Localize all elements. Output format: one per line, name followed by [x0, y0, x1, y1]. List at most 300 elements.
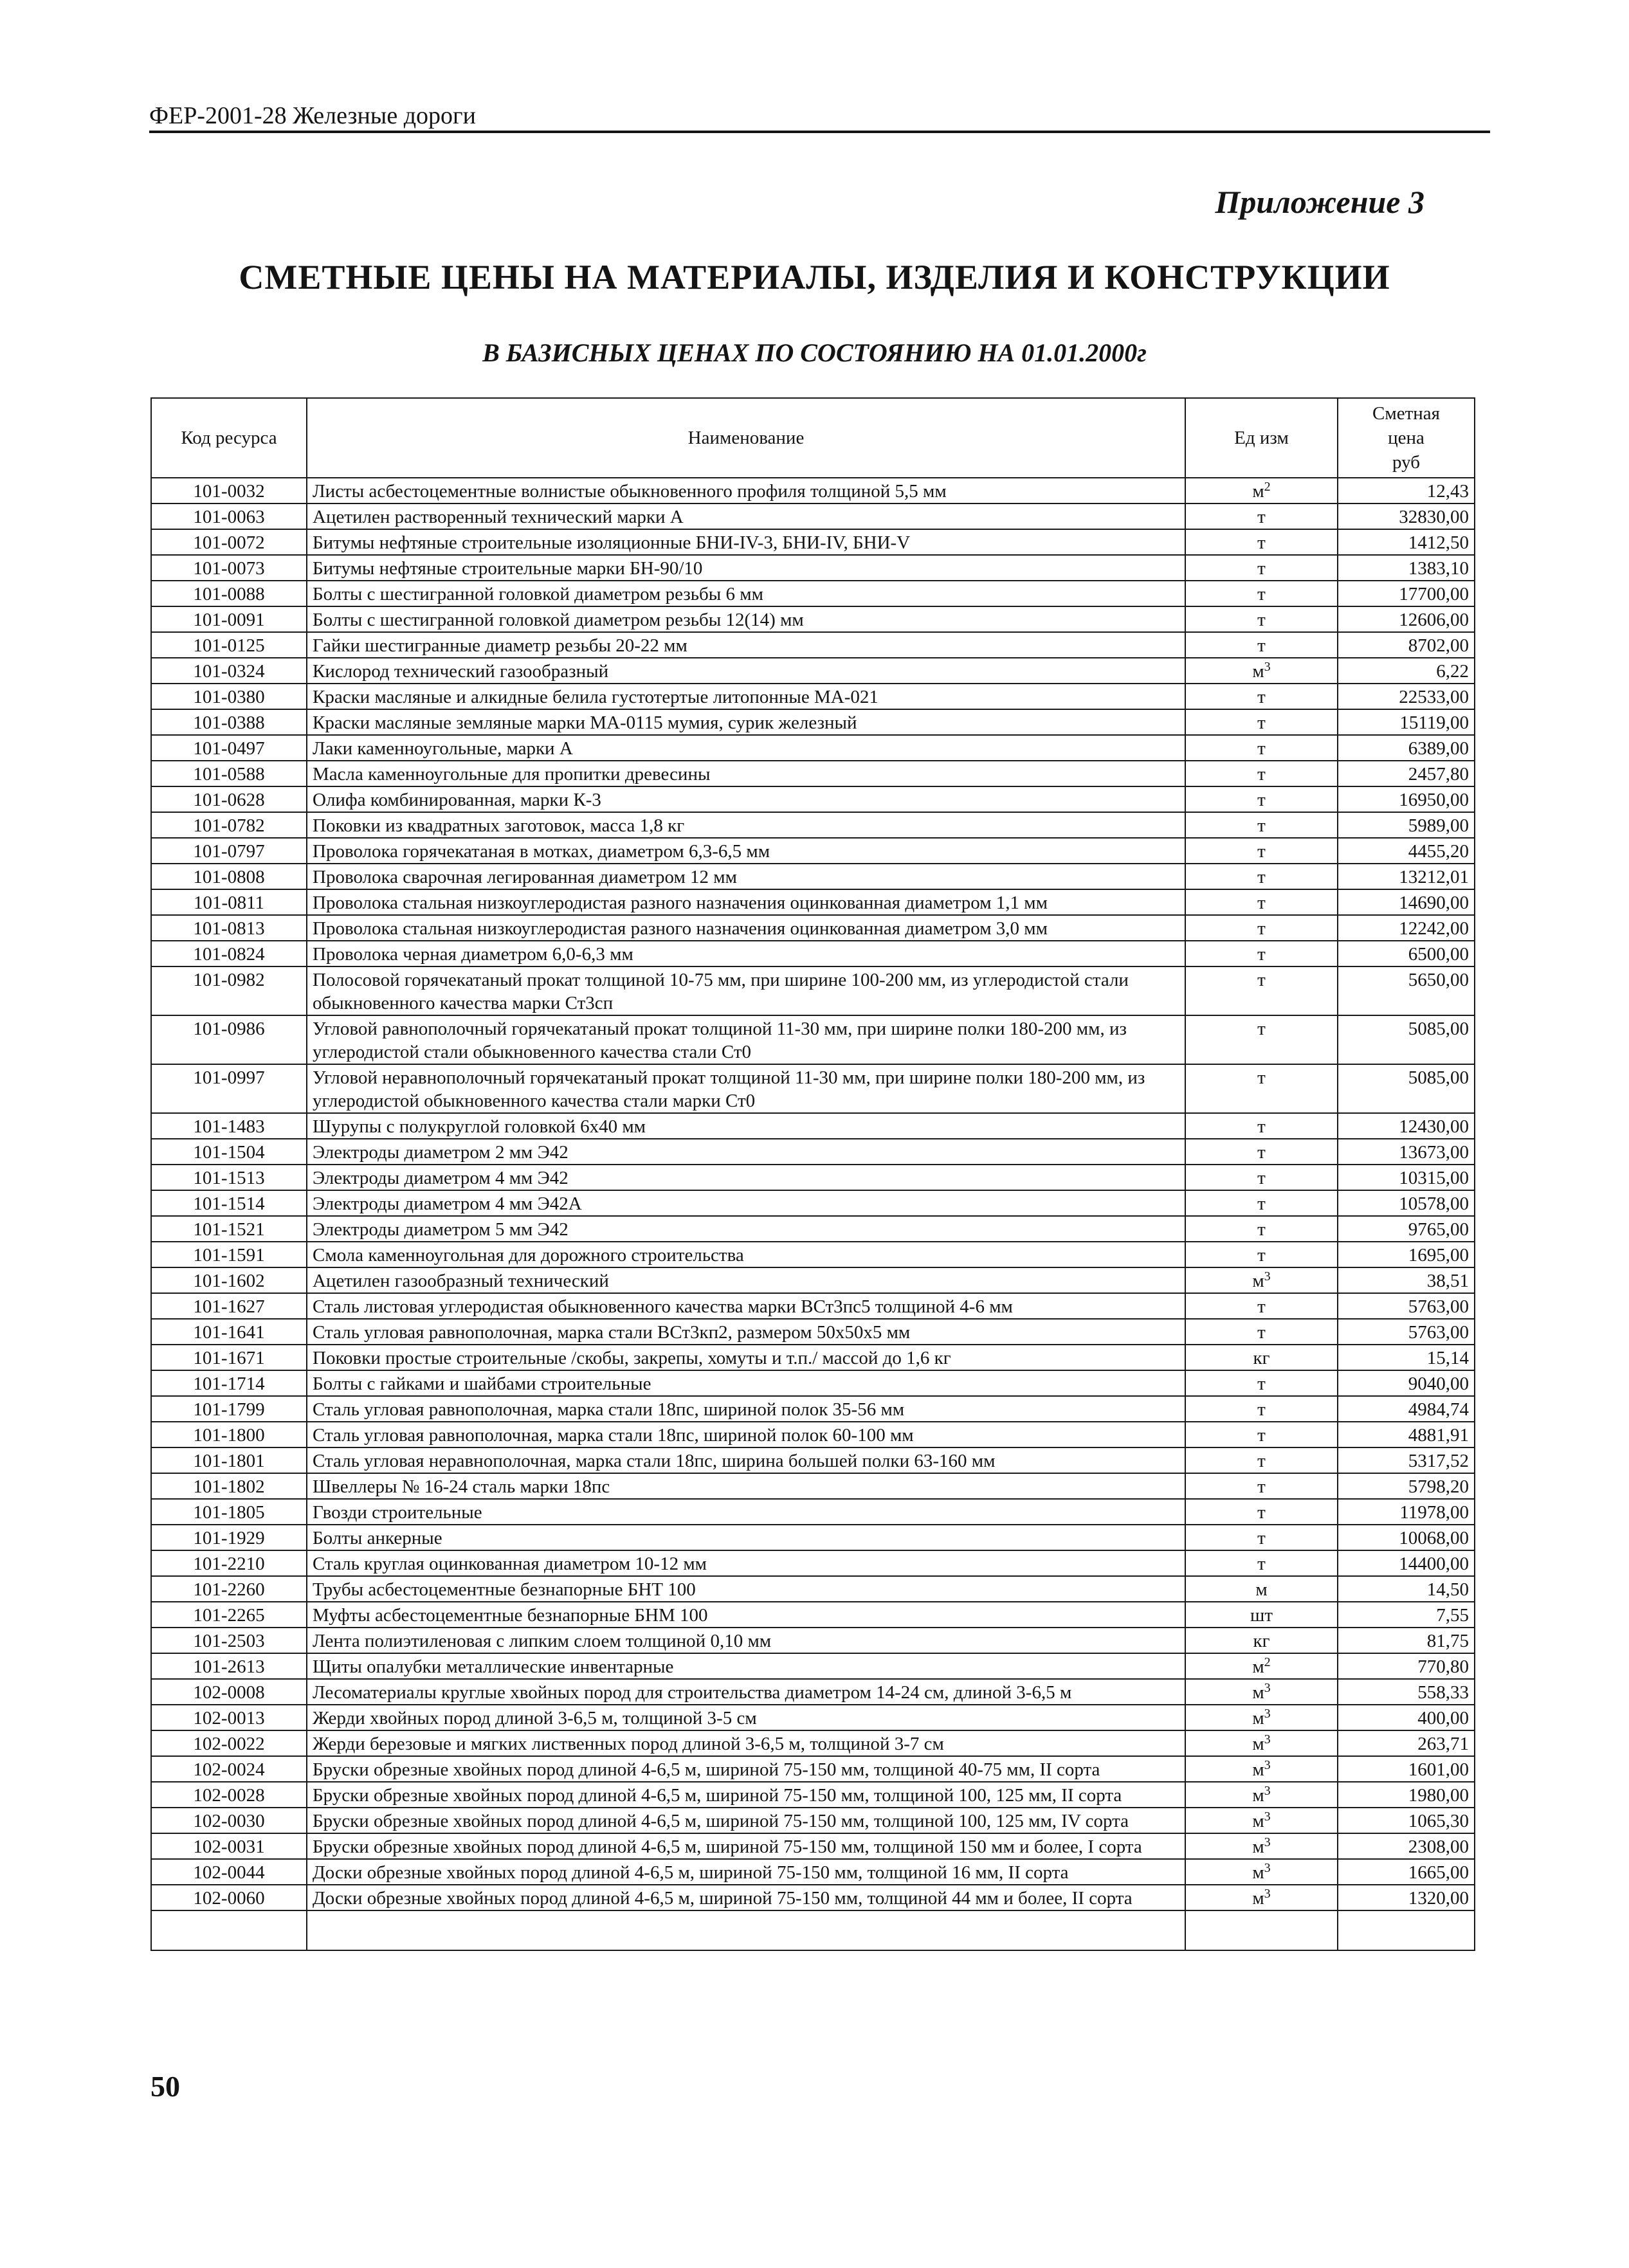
empty-cell	[151, 1910, 307, 1950]
price-cell-text: 6500,00	[1408, 944, 1469, 965]
unit-cell-text: т	[1257, 1019, 1266, 1039]
price-cell	[1338, 529, 1475, 555]
resource-code-cell	[151, 529, 307, 555]
resource-code-cell	[151, 1370, 307, 1396]
unit-cell-text: т	[1257, 790, 1266, 810]
item-name-cell	[307, 1064, 1185, 1113]
table-row	[151, 889, 1475, 915]
price-cell	[1338, 838, 1475, 864]
price-cell	[1338, 1705, 1475, 1730]
item-name-cell	[307, 1576, 1185, 1602]
unit-cell	[1185, 632, 1338, 658]
unit-cell-text: т	[1257, 1528, 1266, 1548]
price-cell-text: 10068,00	[1399, 1528, 1469, 1548]
price-cell-text: 13212,01	[1399, 867, 1469, 887]
price-cell	[1338, 864, 1475, 889]
item-name-cell-text: Болты с гайками и шайбами строительные	[313, 1374, 651, 1394]
item-name-cell-text: Проволока сварочная легированная диаметром 12 мм	[313, 867, 738, 887]
table-row	[151, 761, 1475, 786]
price-cell-text: 5085,00	[1408, 1067, 1469, 1088]
unit-cell	[1185, 1319, 1338, 1345]
column-header-name: Наименование	[307, 398, 1185, 478]
price-cell-text: 5763,00	[1408, 1322, 1469, 1343]
price-cell-text: 11978,00	[1399, 1502, 1469, 1523]
price-cell	[1338, 1113, 1475, 1139]
price-cell-text: 12606,00	[1399, 610, 1469, 630]
unit-cell-text: т	[1257, 1142, 1266, 1163]
price-cell-text: 4984,74	[1408, 1399, 1469, 1420]
unit-cell	[1185, 864, 1338, 889]
item-name-cell-text: Болты с шестигранной головкой диаметром резьбы 6 мм	[313, 584, 763, 604]
price-cell-text: 5763,00	[1408, 1296, 1469, 1317]
item-name-cell	[307, 1833, 1185, 1859]
unit-cell	[1185, 1550, 1338, 1576]
table-row	[151, 1267, 1475, 1293]
price-cell-text: 8702,00	[1408, 635, 1469, 656]
column-header-code: Код ресурса	[151, 398, 307, 478]
resource-code-cell	[151, 1293, 307, 1319]
empty-cell	[307, 1910, 1185, 1950]
table-row	[151, 529, 1475, 555]
resource-code-cell-text: 101-1801	[193, 1451, 265, 1471]
price-cell	[1338, 606, 1475, 632]
unit-cell-text: т	[1257, 970, 1266, 990]
item-name-cell-text: Кислород технический газообразный	[313, 661, 609, 682]
price-cell	[1338, 941, 1475, 966]
unit-exponent: 3	[1264, 1732, 1271, 1746]
item-name-cell	[307, 735, 1185, 761]
item-name-cell	[307, 1396, 1185, 1422]
resource-code-cell	[151, 581, 307, 606]
table-row	[151, 1113, 1475, 1139]
price-cell	[1338, 812, 1475, 838]
resource-code-cell	[151, 1550, 307, 1576]
table-row	[151, 1756, 1475, 1782]
table-row	[151, 735, 1475, 761]
unit-cell-text: м	[1252, 1271, 1264, 1291]
item-name-cell	[307, 503, 1185, 529]
price-cell	[1338, 658, 1475, 684]
table-row	[151, 1859, 1475, 1885]
unit-cell-text: т	[1257, 610, 1266, 630]
unit-exponent: 3	[1264, 660, 1271, 674]
unit-cell-text: м	[1252, 1837, 1264, 1857]
price-cell	[1338, 581, 1475, 606]
empty-cell	[1185, 1910, 1338, 1950]
resource-code-cell	[151, 786, 307, 812]
price-cell	[1338, 1679, 1475, 1705]
resource-code-cell	[151, 966, 307, 1015]
unit-cell-text: м	[1252, 1759, 1264, 1780]
price-cell-text: 1320,00	[1408, 1888, 1469, 1909]
resource-code-cell-text: 101-0811	[193, 893, 265, 913]
table-empty-row	[151, 1910, 1475, 1950]
resource-code-cell	[151, 1653, 307, 1679]
resource-code-cell	[151, 1139, 307, 1165]
item-name-cell-text: Щиты опалубки металлические инвентарные	[313, 1656, 674, 1677]
table-row	[151, 555, 1475, 581]
item-name-cell	[307, 1113, 1185, 1139]
resource-code-cell-text: 102-0008	[193, 1682, 265, 1703]
table-row	[151, 1550, 1475, 1576]
price-cell	[1338, 735, 1475, 761]
unit-cell-text: т	[1257, 507, 1266, 527]
resource-code-cell-text: 101-0628	[193, 790, 265, 810]
item-name-cell	[307, 555, 1185, 581]
table-row	[151, 786, 1475, 812]
resource-code-cell-text: 101-1627	[193, 1296, 265, 1317]
price-cell	[1338, 1525, 1475, 1550]
table-row	[151, 1242, 1475, 1267]
table-row	[151, 966, 1475, 1015]
unit-cell	[1185, 1525, 1338, 1550]
column-header-unit: Ед изм	[1185, 398, 1338, 478]
unit-cell-text: т	[1257, 712, 1266, 733]
table-row	[151, 1139, 1475, 1165]
item-name-cell-text: Электроды диаметром 4 мм Э42	[313, 1168, 569, 1188]
item-name-cell-text: Битумы нефтяные строительные марки БН-90/10	[313, 558, 703, 579]
unit-exponent: 3	[1264, 1681, 1271, 1695]
table-row	[151, 1576, 1475, 1602]
resource-code-cell-text: 101-1641	[193, 1322, 265, 1343]
unit-cell	[1185, 1267, 1338, 1293]
item-name-cell-text: Поковки из квадратных заготовок, масса 1,8 кг	[313, 815, 685, 836]
unit-cell-text: м	[1252, 1811, 1264, 1831]
resource-code-cell-text: 101-0073	[193, 558, 265, 579]
resource-code-cell-text: 101-0091	[193, 610, 265, 630]
resource-code-cell-text: 101-0072	[193, 532, 265, 553]
price-cell	[1338, 1653, 1475, 1679]
unit-exponent: 3	[1264, 1835, 1271, 1849]
item-name-cell-text: Шурупы с полукруглой головкой 6х40 мм	[313, 1116, 646, 1137]
price-cell-text: 12430,00	[1399, 1116, 1469, 1137]
price-cell-text: 1695,00	[1408, 1245, 1469, 1266]
item-name-cell-text: Швеллеры № 16-24 сталь марки 18пс	[313, 1476, 610, 1497]
item-name-cell-text: Лесоматериалы круглые хвойных пород для строительства диаметром 14-24 см, длиной 3-6,5 м	[313, 1682, 1072, 1703]
unit-cell-text: м	[1252, 1862, 1264, 1883]
item-name-cell	[307, 1447, 1185, 1473]
unit-cell	[1185, 761, 1338, 786]
resource-code-cell-text: 101-1671	[193, 1348, 265, 1368]
resource-code-cell-text: 102-0030	[193, 1811, 265, 1831]
unit-cell	[1185, 581, 1338, 606]
item-name-cell	[307, 838, 1185, 864]
price-cell	[1338, 684, 1475, 709]
item-name-cell-text: Бруски обрезные хвойных пород длиной 4-6,5 м, шириной 75-150 мм, толщиной 40-75 мм, II сорта	[313, 1759, 1100, 1780]
table-row	[151, 581, 1475, 606]
item-name-cell-text: Ацетилен растворенный технический марки А	[313, 507, 684, 527]
item-name-cell	[307, 1679, 1185, 1705]
item-name-cell	[307, 761, 1185, 786]
item-name-cell	[307, 709, 1185, 735]
item-name-cell-text: Сталь угловая равнополочная, марка стали 18пс, шириной полок 35-56 мм	[313, 1399, 905, 1420]
resource-code-cell	[151, 1525, 307, 1550]
table-row	[151, 1730, 1475, 1756]
price-cell	[1338, 1782, 1475, 1808]
table-body	[151, 478, 1475, 1950]
table-row	[151, 606, 1475, 632]
item-name-cell	[307, 864, 1185, 889]
item-name-cell	[307, 658, 1185, 684]
resource-code-cell-text: 101-1514	[193, 1193, 265, 1214]
table-row	[151, 1628, 1475, 1653]
unit-cell	[1185, 1370, 1338, 1396]
price-cell	[1338, 1859, 1475, 1885]
price-cell	[1338, 1550, 1475, 1576]
table-row	[151, 1782, 1475, 1808]
item-name-cell	[307, 1782, 1185, 1808]
item-name-cell	[307, 786, 1185, 812]
resource-code-cell	[151, 812, 307, 838]
unit-exponent: 2	[1264, 1655, 1271, 1669]
item-name-cell	[307, 478, 1185, 503]
item-name-cell-text: Олифа комбинированная, марки К-3	[313, 790, 601, 810]
price-cell-text: 6,22	[1436, 661, 1469, 682]
resource-code-cell-text: 101-1800	[193, 1425, 265, 1446]
item-name-cell	[307, 1756, 1185, 1782]
unit-cell-text: т	[1257, 558, 1266, 579]
price-cell	[1338, 1473, 1475, 1499]
price-cell-text: 15,14	[1426, 1348, 1469, 1368]
resource-code-cell-text: 101-1805	[193, 1502, 265, 1523]
unit-cell	[1185, 1499, 1338, 1525]
unit-cell	[1185, 1064, 1338, 1113]
item-name-cell-text: Смола каменноугольная для дорожного строительства	[313, 1245, 744, 1266]
unit-cell-text: т	[1257, 1168, 1266, 1188]
item-name-cell-text: Жерди хвойных пород длиной 3-6,5 м, толщиной 3-5 см	[313, 1708, 757, 1728]
resource-code-cell-text: 102-0024	[193, 1759, 265, 1780]
unit-cell	[1185, 503, 1338, 529]
item-name-cell-text: Листы асбестоцементные волнистые обыкновенного профиля толщиной 5,5 мм	[313, 481, 947, 502]
item-name-cell	[307, 1602, 1185, 1628]
item-name-cell	[307, 1422, 1185, 1447]
item-name-cell-text: Масла каменноугольные для пропитки древесины	[313, 764, 711, 785]
price-cell-text: 263,71	[1417, 1734, 1469, 1754]
price-cell	[1338, 555, 1475, 581]
table-row	[151, 658, 1475, 684]
resource-code-cell	[151, 1756, 307, 1782]
unit-cell	[1185, 1447, 1338, 1473]
price-cell-text: 1665,00	[1408, 1862, 1469, 1883]
item-name-cell	[307, 1216, 1185, 1242]
resource-code-cell	[151, 1216, 307, 1242]
price-cell-text: 22533,00	[1399, 687, 1469, 707]
price-cell	[1338, 966, 1475, 1015]
table-row	[151, 1015, 1475, 1064]
resource-code-cell-text: 102-0028	[193, 1785, 265, 1806]
price-cell-text: 10315,00	[1399, 1168, 1469, 1188]
unit-cell-text: м	[1252, 481, 1264, 502]
resource-code-cell-text: 101-0088	[193, 584, 265, 604]
resource-code-cell-text: 101-2265	[193, 1605, 265, 1626]
table-row	[151, 1216, 1475, 1242]
table-row	[151, 1833, 1475, 1859]
resource-code-cell-text: 102-0044	[193, 1862, 265, 1883]
unit-cell-text: т	[1257, 764, 1266, 785]
resource-code-cell-text: 101-0380	[193, 687, 265, 707]
resource-code-cell	[151, 1396, 307, 1422]
unit-exponent: 3	[1264, 1810, 1271, 1824]
unit-cell-text: кг	[1253, 1348, 1270, 1368]
unit-cell	[1185, 1756, 1338, 1782]
resource-code-cell-text: 101-1602	[193, 1271, 265, 1291]
price-cell	[1338, 632, 1475, 658]
resource-code-cell	[151, 889, 307, 915]
unit-cell-text: м	[1252, 1708, 1264, 1728]
table-row	[151, 478, 1475, 503]
unit-cell-text: т	[1257, 944, 1266, 965]
item-name-cell	[307, 606, 1185, 632]
table-row	[151, 1190, 1475, 1216]
resource-code-cell-text: 101-1521	[193, 1219, 265, 1240]
price-cell	[1338, 889, 1475, 915]
unit-cell	[1185, 1730, 1338, 1756]
unit-cell	[1185, 478, 1338, 503]
item-name-cell-text: Жерди березовые и мягких лиственных пород длиной 3-6,5 м, толщиной 3-7 см	[313, 1734, 944, 1754]
unit-cell	[1185, 1113, 1338, 1139]
column-header-price	[1338, 398, 1475, 478]
item-name-cell	[307, 1859, 1185, 1885]
unit-exponent: 3	[1264, 1758, 1271, 1772]
unit-cell	[1185, 1705, 1338, 1730]
price-cell	[1338, 786, 1475, 812]
unit-cell	[1185, 735, 1338, 761]
unit-cell	[1185, 709, 1338, 735]
item-name-cell	[307, 1139, 1185, 1165]
item-name-cell	[307, 812, 1185, 838]
item-name-cell	[307, 1190, 1185, 1216]
item-name-cell	[307, 1293, 1185, 1319]
unit-cell-text: т	[1257, 1116, 1266, 1137]
unit-cell	[1185, 1473, 1338, 1499]
resource-code-cell	[151, 503, 307, 529]
item-name-cell-text: Сталь угловая неравнополочная, марка стали 18пс, ширина большей полки 63-160 мм	[313, 1451, 996, 1471]
resource-code-cell-text: 101-1513	[193, 1168, 265, 1188]
price-header-line-2: цена	[1388, 428, 1424, 448]
table-row	[151, 1653, 1475, 1679]
table-row	[151, 1422, 1475, 1447]
resource-code-cell-text: 101-0032	[193, 481, 265, 502]
item-name-cell-text: Проволока черная диаметром 6,0-6,3 мм	[313, 944, 633, 965]
price-cell-text: 81,75	[1426, 1631, 1469, 1651]
resource-code-cell-text: 101-1504	[193, 1142, 265, 1163]
item-name-cell-text: Краски масляные земляные марки МА-0115 мумия, сурик железный	[313, 712, 857, 733]
price-cell-text: 5650,00	[1408, 970, 1469, 990]
unit-cell	[1185, 1679, 1338, 1705]
resource-code-cell	[151, 1190, 307, 1216]
resource-code-cell-text: 101-0782	[193, 815, 265, 836]
unit-cell	[1185, 658, 1338, 684]
table-row	[151, 1808, 1475, 1833]
table-row	[151, 1064, 1475, 1113]
item-name-cell-text: Гайки шестигранные диаметр резьбы 20-22 мм	[313, 635, 687, 656]
table-row	[151, 941, 1475, 966]
unit-cell-text: т	[1257, 1374, 1266, 1394]
item-name-cell-text: Поковки простые строительные /скобы, закрепы, хомуты и т.п./ массой до 1,6 кг	[313, 1348, 951, 1368]
resource-code-cell-text: 101-1799	[193, 1399, 265, 1420]
unit-cell	[1185, 606, 1338, 632]
resource-code-cell-text: 101-1802	[193, 1476, 265, 1497]
resource-code-cell	[151, 658, 307, 684]
price-cell-text: 2308,00	[1408, 1837, 1469, 1857]
resource-code-cell-text: 101-1929	[193, 1528, 265, 1548]
price-cell	[1338, 1139, 1475, 1165]
price-cell-text: 9040,00	[1408, 1374, 1469, 1394]
price-cell	[1338, 1422, 1475, 1447]
unit-cell-text: т	[1257, 635, 1266, 656]
unit-cell	[1185, 1782, 1338, 1808]
unit-cell-text: т	[1257, 1451, 1266, 1471]
unit-cell-text: т	[1257, 584, 1266, 604]
page-number: 50	[150, 2070, 180, 2103]
unit-cell-text: т	[1257, 1193, 1266, 1214]
price-cell-text: 7,55	[1436, 1605, 1469, 1626]
resource-code-cell	[151, 1885, 307, 1910]
resource-code-cell-text: 102-0022	[193, 1734, 265, 1754]
resource-code-cell-text: 101-1714	[193, 1374, 265, 1394]
item-name-cell	[307, 632, 1185, 658]
resource-code-cell	[151, 1064, 307, 1113]
unit-cell	[1185, 812, 1338, 838]
unit-cell	[1185, 1242, 1338, 1267]
resource-code-cell-text: 101-0824	[193, 944, 265, 965]
resource-code-cell	[151, 1015, 307, 1064]
resource-code-cell-text: 101-2613	[193, 1656, 265, 1677]
table-row	[151, 503, 1475, 529]
unit-cell	[1185, 1808, 1338, 1833]
price-cell-text: 9765,00	[1408, 1219, 1469, 1240]
price-cell-text: 4881,91	[1408, 1425, 1469, 1446]
price-cell-text: 5989,00	[1408, 815, 1469, 836]
item-name-cell	[307, 1242, 1185, 1267]
resource-code-cell-text: 101-0808	[193, 867, 265, 887]
item-name-cell-text: Муфты асбестоцементные безнапорные БНМ 100	[313, 1605, 708, 1626]
unit-cell-text: т	[1257, 867, 1266, 887]
item-name-cell-text: Сталь листовая углеродистая обыкновенного качества марки ВСт3пс5 толщиной 4-6 мм	[313, 1296, 1013, 1317]
item-name-cell	[307, 915, 1185, 941]
item-name-cell	[307, 1370, 1185, 1396]
unit-cell-text: т	[1257, 1245, 1266, 1266]
price-cell-text: 13673,00	[1399, 1142, 1469, 1163]
item-name-cell	[307, 529, 1185, 555]
resource-code-cell-text: 101-2503	[193, 1631, 265, 1651]
resource-code-cell	[151, 606, 307, 632]
price-cell	[1338, 761, 1475, 786]
price-cell	[1338, 1015, 1475, 1064]
price-cell	[1338, 1576, 1475, 1602]
item-name-cell-text: Проволока стальная низкоуглеродистая разного назначения оцинкованная диаметром 3,0 мм	[313, 918, 1048, 939]
unit-cell	[1185, 915, 1338, 941]
price-header-line-1: Сметная	[1372, 403, 1440, 424]
resource-code-cell	[151, 1422, 307, 1447]
unit-cell	[1185, 1139, 1338, 1165]
resource-code-cell	[151, 1499, 307, 1525]
unit-cell	[1185, 1190, 1338, 1216]
resource-code-cell	[151, 478, 307, 503]
table-row	[151, 1370, 1475, 1396]
item-name-cell-text: Сталь угловая равнополочная, марка стали ВСт3кп2, размером 50х50х5 мм	[313, 1322, 911, 1343]
resource-code-cell	[151, 864, 307, 889]
table-row	[151, 1293, 1475, 1319]
unit-cell	[1185, 1602, 1338, 1628]
item-name-cell	[307, 1165, 1185, 1190]
resource-code-cell	[151, 1473, 307, 1499]
price-table	[150, 397, 1475, 1951]
page-subtitle: В БАЗИСНЫХ ЦЕНАХ ПО СОСТОЯНИЮ НА 01.01.2000г	[482, 338, 1147, 367]
unit-cell	[1185, 1885, 1338, 1910]
item-name-cell-text: Электроды диаметром 4 мм Э42А	[313, 1193, 582, 1214]
resource-code-cell	[151, 1345, 307, 1370]
